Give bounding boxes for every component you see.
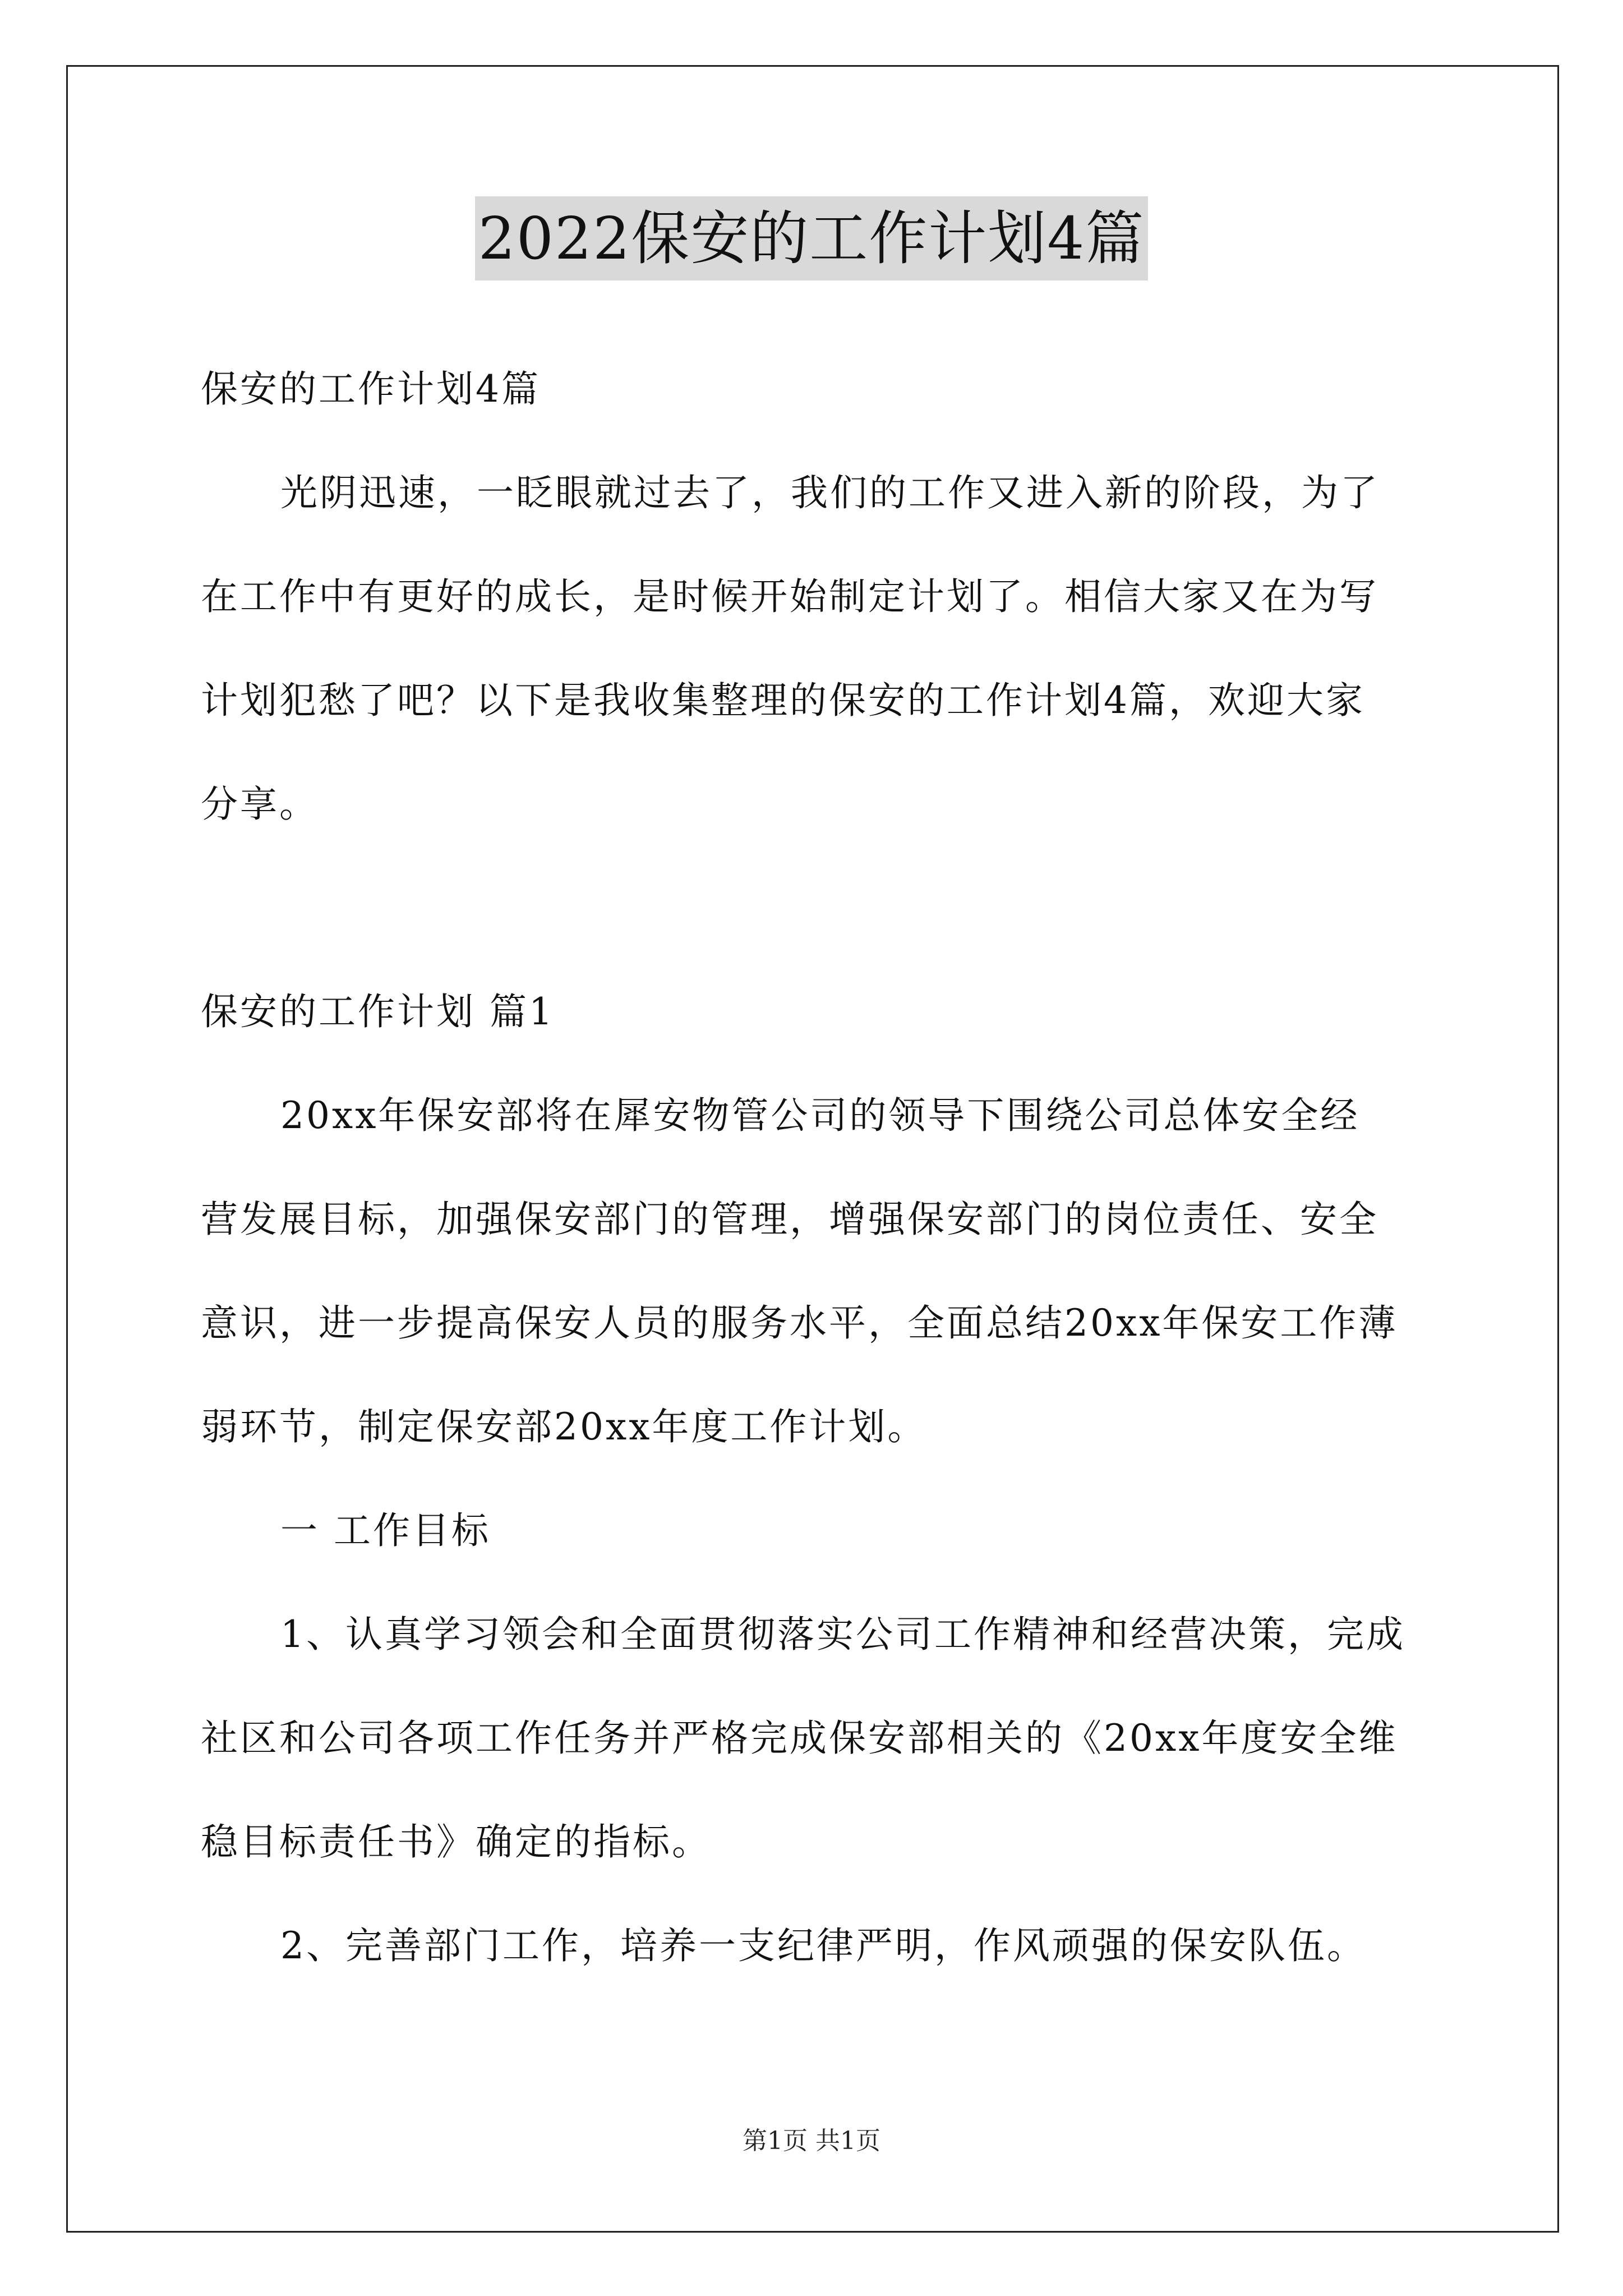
paragraph-line: 营发展目标，加强保安部门的管理，增强保安部门的岗位责任、安全 — [201, 1198, 1378, 1241]
paragraph-line: 意识，进一步提高保安人员的服务水平，全面总结20xx年保安工作薄 — [201, 1301, 1398, 1345]
paragraph-line: 光阴迅速，一眨眼就过去了，我们的工作又进入新的阶段，为了 — [280, 471, 1380, 514]
paragraph-line: 稳目标责任书》确定的指标。 — [201, 1820, 711, 1864]
heading-line: 保安的工作计划4篇 — [201, 367, 541, 411]
paragraph-line: 计划犯愁了吧？以下是我收集整理的保安的工作计划4篇，欢迎大家 — [201, 679, 1365, 722]
document-title: 2022保安的工作计划4篇 — [475, 196, 1149, 280]
paragraph-line: 分享。 — [201, 783, 319, 826]
page-footer: 第1页 共1页 — [743, 2127, 880, 2155]
subsection-heading: 一 工作目标 — [280, 1509, 491, 1552]
paragraph-line: 20xx年保安部将在犀安物管公司的领导下围绕公司总体安全经 — [280, 1094, 1360, 1137]
paragraph-line: 弱环节，制定保安部20xx年度工作计划。 — [201, 1405, 927, 1448]
paragraph-line: 1、认真学习领会和全面贯彻落实公司工作精神和经营决策，完成 — [280, 1613, 1405, 1656]
section-heading: 保安的工作计划 篇1 — [201, 990, 555, 1033]
paragraph-line: 2、完善部门工作，培养一支纪律严明，作风顽强的保安队伍。 — [280, 1924, 1366, 1967]
paragraph-line: 在工作中有更好的成长，是时候开始制定计划了。相信大家又在为写 — [201, 575, 1378, 618]
paragraph-line: 社区和公司各项工作任务并严格完成保安部相关的《20xx年度安全维 — [201, 1717, 1398, 1760]
title-container — [0, 196, 1623, 280]
